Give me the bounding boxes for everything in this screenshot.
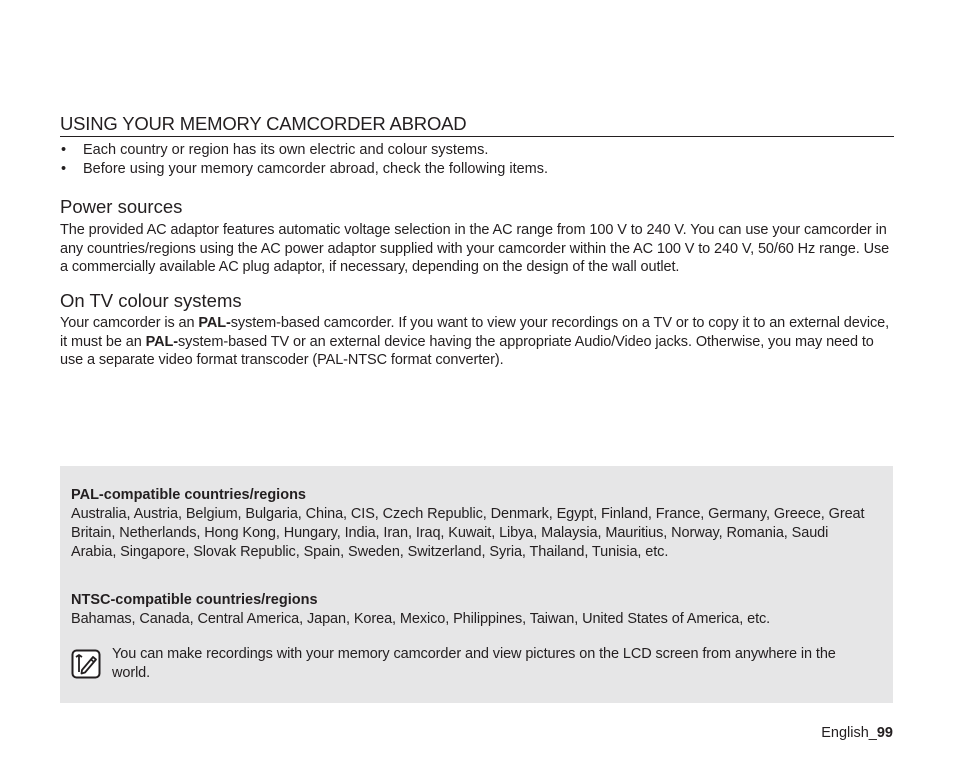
note-pencil-icon xyxy=(71,649,101,679)
list-item xyxy=(60,141,894,160)
page-number xyxy=(821,724,893,742)
tv-colour-systems-title: On TV colour systems xyxy=(60,290,242,311)
bullet-icon: • xyxy=(61,160,67,177)
tv-body-text: system-based TV or an external device having the appropriate Audio/Video jacks. Otherwise, you may need to use a separate video format transcoder (PAL-NTSC format converter). xyxy=(60,333,874,369)
bullet-icon: • xyxy=(61,142,67,158)
bullet-text: Each country or region has its own electric and colour systems. xyxy=(83,142,489,158)
ntsc-countries-title: NTSC-compatible countries/regions xyxy=(71,592,318,608)
tv-body-text: system-based camcorder. If you want to view your recordings on a TV or to copy it to an external device, it must be an xyxy=(60,315,890,350)
list-item xyxy=(60,160,894,179)
pal-countries-title: PAL-compatible countries/regions xyxy=(71,487,306,503)
info-box xyxy=(60,466,893,703)
power-sources-title: Power sources xyxy=(60,196,183,217)
ntsc-countries-list: Bahamas, Canada, Central America, Japan, Korea, Mexico, Philippines, Taiwan, United States of America, etc. xyxy=(71,611,771,627)
pal-countries-list: Australia, Austria, Belgium, Bulgaria, China, CIS, Czech Republic, Denmark, Egypt, Finland, France, Germany, Greece, Great Britain, Netherlands, Hong Kong, Hungary, India, Iran, Iraq, Kuwait, Libya, Malaysia, Mauritius, Norway, Romania, Saudi Arabia, Singapore, Slovak Republic, Spain, Sweden, Switzerland, Syria, Thailand, Tunisia, etc. xyxy=(71,506,865,560)
bullet-text: Before using your memory camcorder abroad, check the following items. xyxy=(83,160,549,177)
intro-bullet-list xyxy=(60,141,894,178)
page-number-value: 99 xyxy=(876,725,893,741)
page-title: USING YOUR MEMORY CAMCORDER ABROAD xyxy=(60,113,894,137)
pal-emphasis: PAL- xyxy=(198,315,231,331)
pal-emphasis: PAL- xyxy=(145,333,179,350)
note-text: You can make recordings with your memory camcorder and view pictures on the LCD screen from anywhere in the world. xyxy=(112,646,836,681)
page-language-label: English_ xyxy=(821,725,877,741)
tv-body-text: Your camcorder is an xyxy=(60,315,199,331)
tv-colour-systems-body xyxy=(60,314,896,370)
power-sources-body: The provided AC adaptor features automatic voltage selection in the AC range from 100 V to 240 V. You can use your camcorder in any countries/regions using the AC power adaptor supplied with your camcorder within the AC 100 V to 240 V, 50/60 Hz range. Use a commercially available AC plug adaptor, if necessary, depending on the design of the wall outlet. xyxy=(60,222,890,276)
